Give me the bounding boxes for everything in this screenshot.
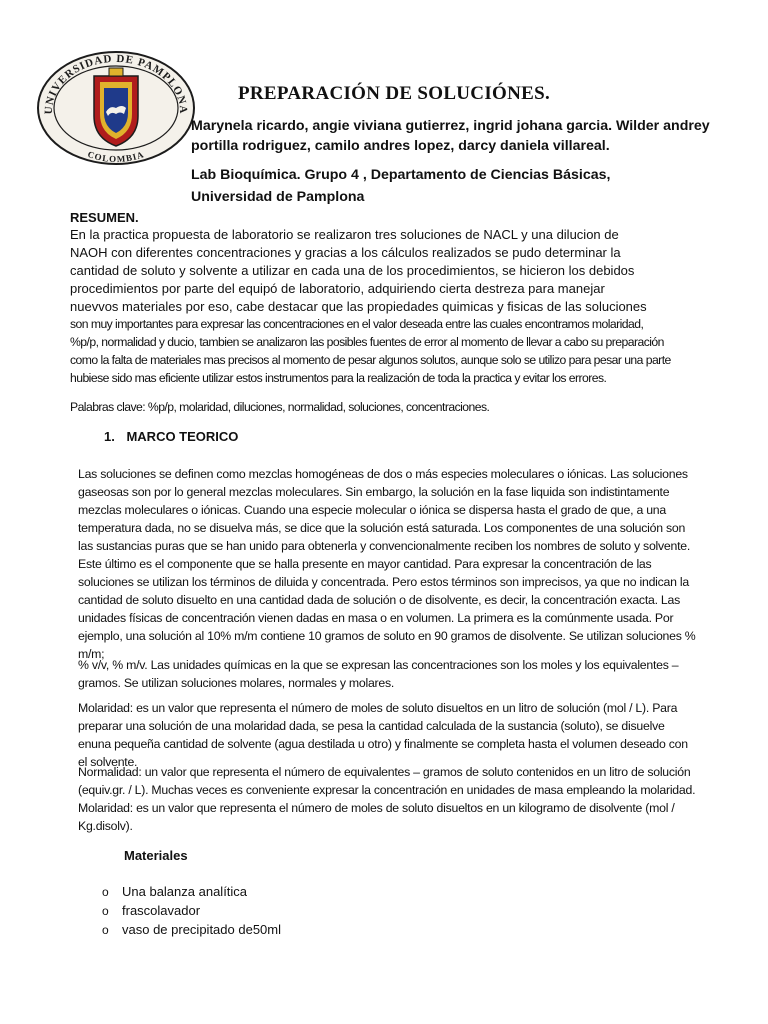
- section-number: 1.: [104, 429, 115, 444]
- paragraph: Molaridad: es un valor que representa el número de moles de soluto disueltos en un litro de solución (mol / L). Para preparar una solución de una molaridad dada, se pesa la cantidad calculada de la sustancia (soluto), se disuelve enuna pequeña cantidad de solvente (agua destilada u otro) y finalmente se completa hasta el volumen deseado con el solvente.: [78, 701, 688, 769]
- resumen-heading: RESUMEN.: [70, 210, 139, 225]
- bullet: o: [102, 885, 109, 899]
- resumen-line: nuevvos materiales por eso, cabe destacar que las propiedades quimicas y fisicas de las soluciones: [70, 299, 647, 314]
- resumen-line: procedimientos por parte del equipó de laboratorio, adquiriendo cierta destreza para manejar: [70, 281, 605, 296]
- document-title: PREPARACIÓN DE SOLUCIÓNES.: [238, 83, 551, 104]
- list-item: [102, 903, 200, 918]
- paragraph: Las soluciones se definen como mezclas homogéneas de dos o más especies moleculares o iónicas. Las soluciones gaseosas son por lo general mezclas moleculares. Sin embargo, la solución en la fase liquida son indistintamente mezclas moleculares o iónicas. Cuando una especie molecular o iónica se dispersa hasta el grado de que, a una temperatura dada, no se disuelva más, se dice que la solución está saturada. Los componentes de una solución son las sustancias puras que se han unido para obtenerla y convencionalmente reciben los nombres de soluto y solvente. Este último es el componente que se halla presente en mayor cantidad. Para expresar la concentración de las soluciones se utilizan los términos de diluida y concentrada. Pero estos términos son imprecisos, ya que no indican la cantidad de soluto disuelto en una cantidad dada de solución o de disolvente, es decir, la concentración exacta. Las unidades físicas de concentración vienen dadas en masa o en volumen. La primera es la comúnmente usada. Por ejemplo, una solución al 10% m/m contiene 10 gramos de soluto en 90 gramos de disolvente. Se utilizan soluciones % m/m;: [78, 467, 696, 661]
- seal-text-bottom: COLOMBIA: [86, 149, 146, 165]
- bullet: o: [102, 904, 109, 918]
- materiales-heading: Materiales: [124, 848, 188, 863]
- list-item: [102, 884, 247, 899]
- resumen-line: NAOH con diferentes concentraciones y gracias a los cálculos realizados se pudo determinar la: [70, 245, 621, 260]
- list-item: [102, 922, 281, 937]
- resumen-line: cantidad de soluto y solvente a utilizar en cada una de los procedimientos, se hicieron los debidos: [70, 263, 635, 278]
- section-title: MARCO TEORICO: [126, 429, 239, 444]
- bullet: o: [102, 923, 109, 937]
- keywords: Palabras clave: %p/p, molaridad, diluciones, normalidad, soluciones, concentraciones.: [70, 400, 490, 414]
- resumen-line: son muy importantes para expresar las concentraciones en el valor deseada entre las cuales encontramos molaridad,: [70, 317, 644, 331]
- affiliation: Lab Bioquímica. Grupo 4 , Departamento de Ciencias Básicas, Universidad de Pamplona: [191, 167, 611, 205]
- list-item-text: frascolavador: [122, 903, 201, 918]
- resumen-line: hubiese sido mas eficiente utilizar estos instrumentos para la realización de toda la practica y evitar los errores.: [70, 371, 607, 385]
- resumen-line: En la practica propuesta de laboratorio se realizaron tres soluciones de NACL y una dilucion de: [70, 227, 619, 242]
- seal-text-top: UNIVERSIDAD DE PAMPLONA: [42, 52, 190, 115]
- list-item-text: Una balanza analítica: [122, 884, 248, 899]
- list-item-text: vaso de precipitado de50ml: [122, 922, 281, 937]
- section-heading: [104, 429, 238, 444]
- university-seal-icon: [36, 50, 196, 166]
- paragraph: Normalidad: un valor que representa el número de equivalentes – gramos de soluto contenidos en un litro de solución (equiv.gr. / L). Muchas veces es conveniente expresar la concentración en unidades de masa empleando la molaridad. Molaridad: es un valor que representa el número de moles de soluto disueltos en un kilogramo de disolvente (mol / Kg.disolv).: [78, 765, 696, 833]
- resumen-line: como la falta de materiales mas precisos al momento de pesar algunos solutos, aunque solo se utilizo para pesar una parte: [70, 353, 671, 367]
- authors: Marynela ricardo, angie viviana gutierrez, ingrid johana garcia. Wilder andrey portilla rodriguez, camilo andres lopez, darcy daniela villareal.: [191, 118, 710, 154]
- resumen-line: %p/p, normalidad y ducio, tambien se analizaron las posibles fuentes de error al momento de llevar a cabo su preparación: [70, 335, 664, 349]
- paragraph: % v/v, % m/v. Las unidades químicas en la que se expresan las concentraciones son los moles y los equivalentes – gramos. Se utilizan soluciones molares, normales y molares.: [78, 658, 679, 690]
